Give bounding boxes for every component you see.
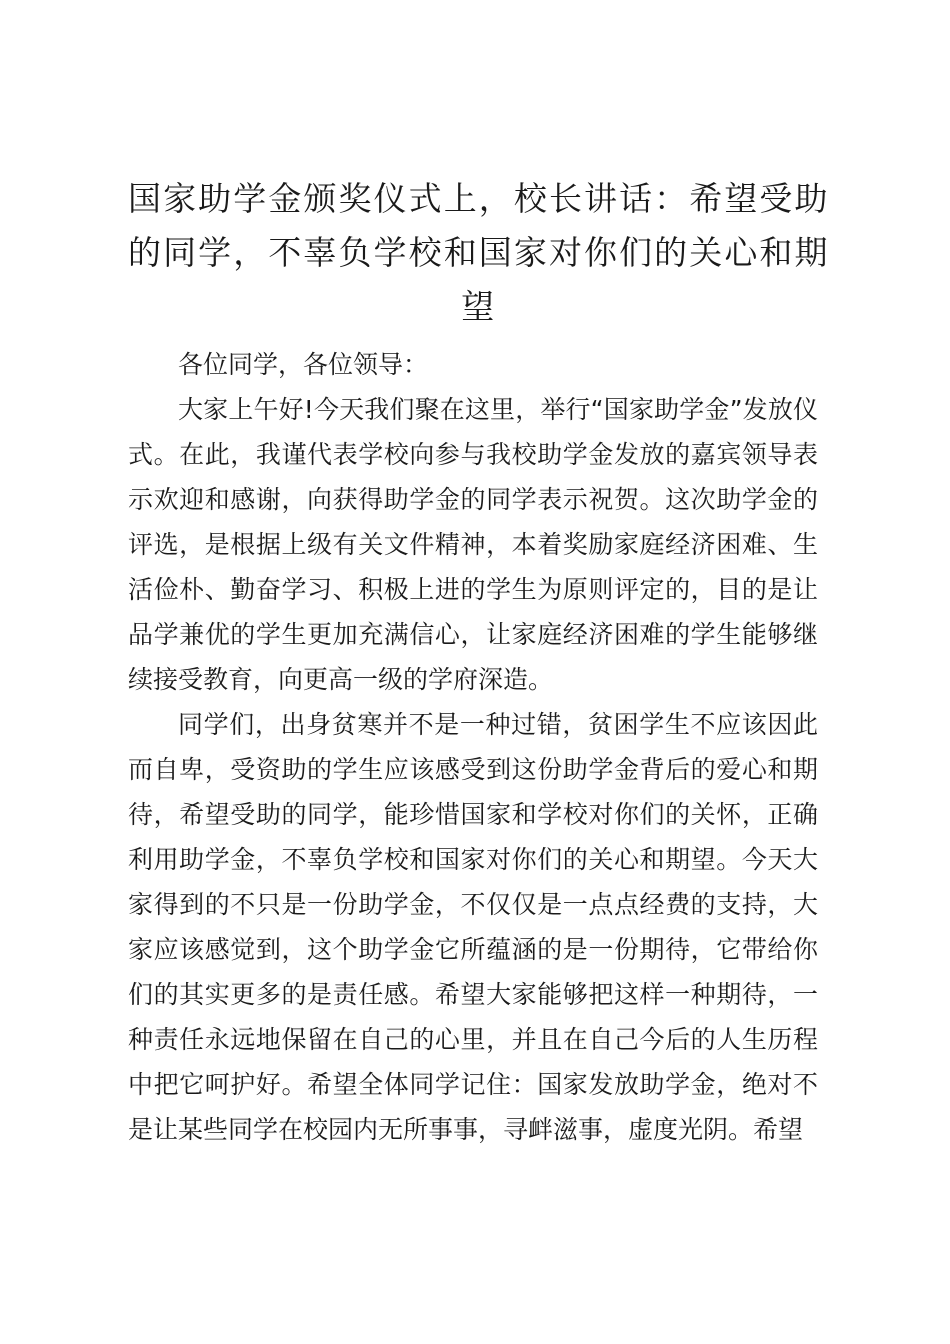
salutation-paragraph: 各位同学，各位领导： <box>178 350 429 379</box>
opening-paragraph: 大家上午好!今天我们聚在这里，举行“国家助学金”发放仪式。在此，我谨代表学校向参与我校助学金发放的嘉宾领导表示欢迎和感谢，向获得助学金的同学表示祝贺。这次助学金的评选，是根据上级有关文件精神，本着奖励家庭经济困难、生活俭朴、勤奋学习、积极上进的学生为原则评定的，目的是让品学兼优的学生更加充满信心，让家庭经济困难的学生能够继续接受教育，向更高一级的学府深造。 <box>128 395 818 694</box>
document-body <box>128 342 818 1152</box>
document-title: 国家助学金颁奖仪式上，校长讲话：希望受助的同学，不辜负学校和国家对你们的关心和期望 <box>128 179 828 326</box>
main-paragraph: 同学们，出身贫寒并不是一种过错，贫困学生不应该因此而自卑，受资助的学生应该感受到这份助学金背后的爱心和期待，希望受助的同学，能珍惜国家和学校对你们的关怀，正确利用助学金，不辜负学校和国家对你们的关心和期望。今天大家得到的不只是一份助学金，不仅仅是一点点经费的支持，大家应该感觉到，这个助学金它所蕴涵的是一份期待，它带给你们的其实更多的是责任感。希望大家能够把这样一种期待，一种责任永远地保留在自己的心里，并且在自己今后的人生历程中把它呵护好。希望全体同学记住：国家发放助学金，绝对不是让某些同学在校园内无所事事，寻衅滋事，虚度光阴。希望 <box>128 710 818 1144</box>
